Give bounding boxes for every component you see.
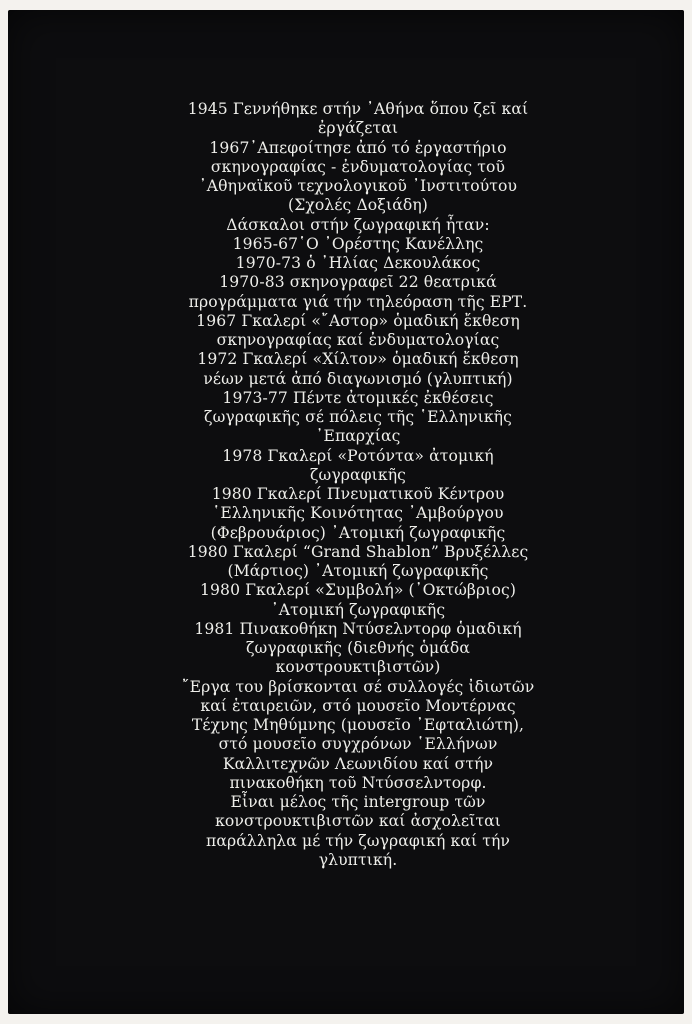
biography-line: 1980 Γκαλερί “Grand Shablon” Βρυξέλλες: [187, 542, 529, 561]
biography-line: 1970-83 σκηνογραφεῖ 22 θεατρικά: [219, 273, 497, 292]
biography-line: 1980 Γκαλερί Πνευματικοῦ Κέντρου: [211, 485, 505, 503]
biography-line: ᾿Αθηναϊκοῦ τεχνολογικοῦ ᾿Ινστιτούτου: [198, 177, 518, 195]
biography-line: 1981 Πινακοθήκη Ντύσελντορφ ὁμαδική: [194, 619, 522, 638]
biography-line: παράλληλα μέ τήν ζωγραφική καί τήν: [206, 831, 510, 850]
biography-line: ζωγραφικῆς σέ πόλεις τῆς ῾Ελληνικῆς: [204, 408, 512, 426]
biography-line: 1965-67῾Ο ᾿Ορέστης Κανέλλης: [232, 234, 484, 253]
biography-line: νέων μετά ἀπό διαγωνισμό (γλυπτική): [203, 369, 513, 388]
biography-line: στό μουσεῖο συγχρόνων ῾Ελλήνων: [218, 735, 498, 754]
biography-line: ζωγραφικῆς (διεθνής ὁμάδα: [245, 639, 471, 657]
biography-line: ἐργάζεται: [317, 119, 399, 138]
biography-line: καί ἑταιρειῶν, στό μουσεῖο Μοντέρνας: [200, 696, 516, 715]
black-panel: [8, 10, 684, 1014]
biography-text: [108, 100, 608, 870]
biography-line: κονστρουκτιβιστῶν καί ἀσχολεῖται: [215, 812, 501, 831]
biography-line: Εἶναι μέλος τῆς intergroup τῶν: [230, 793, 486, 811]
biography-line: 1945 Γεννήθηκε στήν ᾿Αθήνα ὅπου ζεῖ καί: [187, 100, 529, 118]
biography-line: ζωγραφικῆς: [309, 465, 407, 484]
biography-line: (Φεβρουάριος) ᾿Ατομική ζωγραφικῆς: [210, 523, 506, 542]
biography-line: πινακοθήκη τοῦ Ντύσσελντορφ.: [229, 773, 487, 792]
biography-line: (Σχολές Δοξιάδη): [288, 196, 428, 215]
biography-line: 1980 Γκαλερί «Συμβολή» (᾿Οκτώβριος): [200, 581, 516, 600]
biography-line: Καλλιτεχνῶν Λεωνιδίου καί στήν: [222, 754, 494, 773]
biography-line: ῾Ελληνικῆς Κοινότητας ᾿Αμβούργου: [212, 504, 504, 523]
biography-line: 1967᾿Απεφοίτησε ἀπό τό ἐργαστήριο: [209, 138, 507, 157]
biography-line: ᾿Ατομική ζωγραφικῆς: [270, 600, 446, 619]
biography-line: 1972 Γκαλερί «Χίλτον» ὁμαδική ἔκθεση: [197, 350, 519, 369]
biography-line: σκηνογραφίας καί ἐνδυματολογίας: [216, 331, 500, 349]
biography-line: γλυπτική.: [318, 850, 398, 869]
biography-line: (Μάρτιος) ᾿Ατομική ζωγραφικῆς: [227, 562, 489, 580]
biography-line: 1967 Γκαλερί «῎Αστορ» ὁμαδική ἔκθεση: [196, 311, 520, 330]
biography-line: Τέχνης Μηθύμνης (μουσεῖο ᾿Εφταλιώτη),: [191, 716, 525, 734]
biography-line: κονστρουκτιβιστῶν): [275, 658, 441, 677]
biography-line: 1973-77 Πέντε ἀτομικές ἐκθέσεις: [222, 388, 494, 407]
biography-line: Δάσκαλοι στήν ζωγραφική ἦταν:: [226, 215, 490, 234]
biography-line: ῎Εργα του βρίσκονται σέ συλλογές ἰδιωτῶν: [181, 677, 535, 696]
biography-line: προγράμματα γιά τήν τηλεόραση τῆς ΕΡΤ.: [188, 292, 528, 311]
biography-line: 1970-73 ὁ ᾿Ηλίας Δεκουλάκος: [235, 254, 481, 272]
biography-line: ᾿Επαρχίας: [315, 427, 401, 446]
biography-line: σκηνογραφίας - ἐνδυματολογίας τοῦ: [210, 157, 506, 176]
biography-line: 1978 Γκαλερί «Ροτόντα» ἀτομική: [222, 446, 494, 465]
